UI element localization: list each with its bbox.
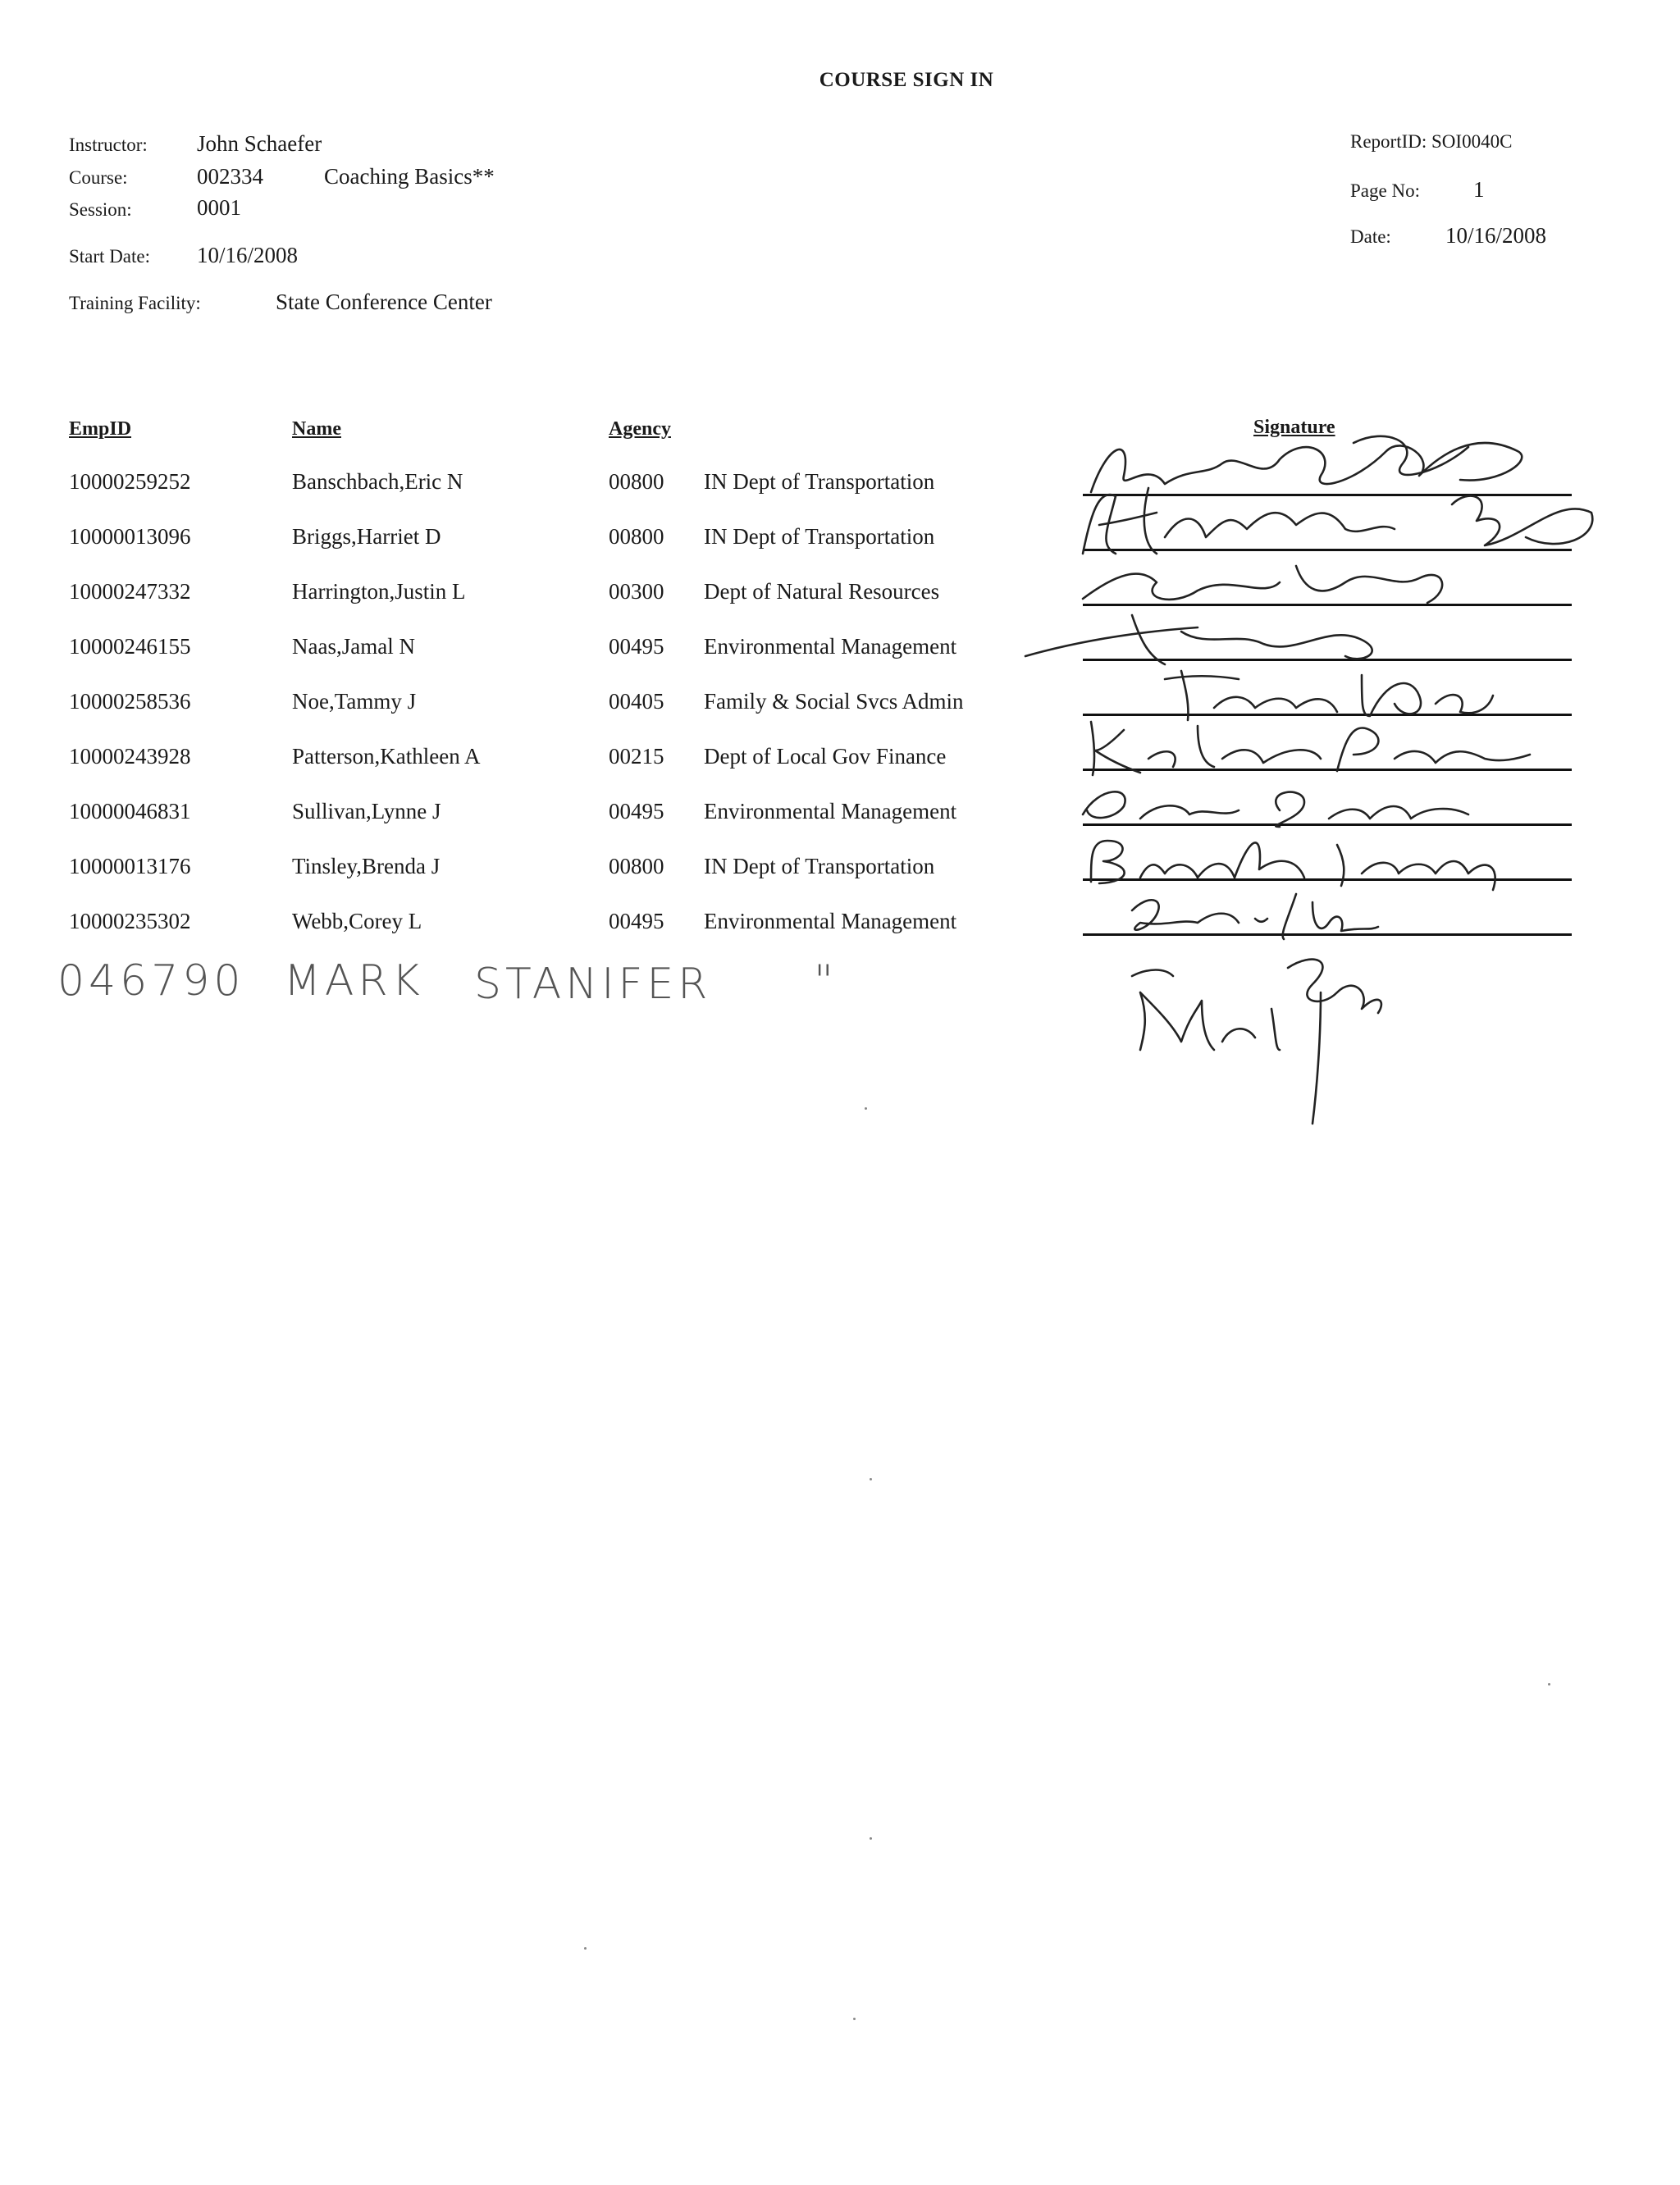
page-no-value: 1 [1473, 177, 1485, 202]
course-name: Coaching Basics** [324, 164, 495, 189]
row-name: Sullivan,Lynne J [292, 799, 441, 823]
row-empid: 10000013176 [69, 854, 191, 878]
row-empid: 10000243928 [69, 744, 191, 769]
instructor-label: Instructor: [69, 135, 148, 155]
scan-speck [853, 2018, 856, 2020]
row-empid: 10000046831 [69, 799, 191, 823]
row-empid: 10000247332 [69, 579, 191, 604]
row-agency-name: Environmental Management [704, 909, 957, 933]
handwritten-agency-ditto: " [814, 956, 838, 1006]
row-empid: 10000246155 [69, 634, 191, 659]
scan-speck [870, 1837, 872, 1840]
row-agency-code: 00495 [609, 909, 664, 933]
scan-speck [584, 1947, 587, 1950]
page-no-label: Page No: [1350, 180, 1420, 201]
handwritten-surname: STANIFER [474, 960, 712, 1009]
signature-scribble [1075, 824, 1518, 890]
row-agency-code: 00800 [609, 469, 664, 494]
scan-speck [865, 1107, 867, 1110]
row-empid: 10000259252 [69, 469, 191, 494]
scan-speck [1548, 1683, 1550, 1686]
col-header-empid: EmpID [69, 418, 132, 440]
row-name: Noe,Tammy J [292, 689, 417, 714]
row-empid: 10000013096 [69, 524, 191, 549]
row-empid: 10000258536 [69, 689, 191, 714]
col-header-signature: Signature [1253, 417, 1335, 438]
row-name: Banschbach,Eric N [292, 469, 463, 494]
start-date-label: Start Date: [69, 246, 150, 267]
date-value: 10/16/2008 [1445, 223, 1547, 248]
row-name: Harrington,Justin L [292, 579, 466, 604]
row-agency-code: 00800 [609, 854, 664, 878]
row-agency-code: 00405 [609, 689, 664, 714]
handwritten-empid: 046790 [57, 956, 245, 1006]
row-agency-name: Environmental Management [704, 634, 957, 659]
row-name: Naas,Jamal N [292, 634, 415, 659]
facility-value: State Conference Center [276, 290, 492, 314]
row-agency-name: Family & Social Svcs Admin [704, 689, 964, 714]
report-id: ReportID: SOI0040C [1350, 131, 1513, 152]
instructor-value: John Schaefer [197, 131, 322, 156]
scan-speck [870, 1478, 872, 1480]
course-label: Course: [69, 167, 128, 188]
row-agency-name: Dept of Natural Resources [704, 579, 940, 604]
row-agency-name: IN Dept of Transportation [704, 524, 935, 549]
session-value: 0001 [197, 195, 241, 220]
col-header-agency: Agency [609, 418, 671, 440]
row-agency-code: 00215 [609, 744, 664, 769]
signature-scribble [1124, 943, 1395, 1132]
course-number: 002334 [197, 164, 263, 189]
row-agency-code: 00300 [609, 579, 664, 604]
handwritten-name: MARK [284, 956, 424, 1006]
signature-scribble [1116, 886, 1395, 943]
row-name: Patterson,Kathleen A [292, 744, 481, 769]
facility-label: Training Facility: [69, 293, 201, 313]
row-agency-name: IN Dept of Transportation [704, 469, 935, 494]
row-agency-name: Environmental Management [704, 799, 957, 823]
row-agency-name: IN Dept of Transportation [704, 854, 935, 878]
date-label: Date: [1350, 226, 1391, 247]
start-date-value: 10/16/2008 [197, 243, 299, 267]
document-title: COURSE SIGN IN [819, 69, 994, 91]
session-label: Session: [69, 199, 132, 220]
col-header-name: Name [292, 418, 341, 440]
row-agency-code: 00495 [609, 634, 664, 659]
row-name: Webb,Corey L [292, 909, 422, 933]
row-agency-name: Dept of Local Gov Finance [704, 744, 947, 769]
row-empid: 10000235302 [69, 909, 191, 933]
signature-scribble [1066, 480, 1608, 562]
row-agency-code: 00495 [609, 799, 664, 823]
row-name: Tinsley,Brenda J [292, 854, 441, 878]
row-agency-code: 00800 [609, 524, 664, 549]
row-name: Briggs,Harriet D [292, 524, 441, 549]
